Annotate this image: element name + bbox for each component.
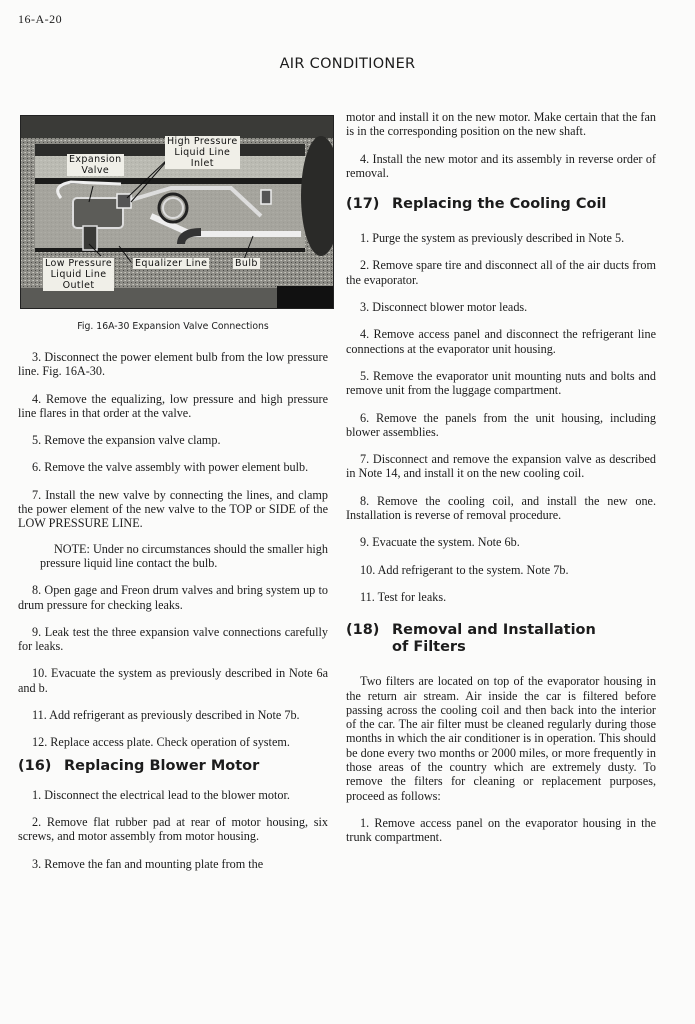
label-bulb: Bulb <box>235 258 258 269</box>
step-paragraph: 2. Remove flat rubber pad at rear of motor housing, six screws, and motor assembly from motor housing. <box>18 814 328 844</box>
continued-paragraph: motor and install it on the new motor. Make certain that the fan is in the corresponding position on the new shaft. <box>346 110 656 139</box>
step-paragraph: 1. Purge the system as previously described in Note 5. <box>360 231 625 246</box>
step-paragraph: 9. Evacuate the system. Note 6b. <box>360 535 520 550</box>
step-paragraph: 6. Remove the valve assembly with power element bulb. <box>32 460 309 475</box>
step-paragraph: 3. Disconnect the power element bulb from the low pressure line. Fig. 16A-30. <box>18 350 328 379</box>
step-paragraph: 11. Add refrigerant as previously described in Note 7b. <box>32 708 300 723</box>
section-heading-18 <box>346 622 656 656</box>
section-heading-16 <box>18 758 328 775</box>
section-title: Removal and Installation of Filters <box>392 622 596 656</box>
page-number: 16-A-20 <box>18 12 63 26</box>
step-paragraph: 7. Install the new valve by connecting the lines, and clamp the power element of the new valve to the TOP or SIDE of the LOW PRESSURE LINE. <box>18 487 328 531</box>
step-paragraph: 8. Open gage and Freon drum valves and bring system up to drum pressure for checking leaks. <box>18 583 328 612</box>
step-paragraph: 4. Remove the equalizing, low pressure and high pressure line flares in that order at the valve. <box>18 391 328 420</box>
step-paragraph: 5. Remove the evaporator unit mounting nuts and bolts and remove unit from the luggage compartment. <box>346 368 656 398</box>
expansion-valve-photo <box>20 115 334 309</box>
step-paragraph: 1. Remove access panel on the evaporator housing in the trunk compartment. <box>346 815 656 845</box>
step-paragraph: 9. Leak test the three expansion valve connections carefully for leaks. <box>18 624 328 654</box>
section-title: Replacing Blower Motor <box>64 757 260 774</box>
step-paragraph: 11. Test for leaks. <box>360 589 447 604</box>
step-paragraph: 7. Disconnect and remove the expansion valve as described in Note 14, and install it on the new cooling coil. <box>346 452 656 481</box>
label-equalizer-line: Equalizer Line <box>135 258 208 269</box>
step-paragraph: 1. Disconnect the electrical lead to the blower motor. <box>32 787 290 802</box>
left-column <box>18 110 328 871</box>
step-paragraph: 12. Replace access plate. Check operation of system. <box>32 735 290 750</box>
section-number: (17) <box>346 196 380 213</box>
section-number: (18) <box>346 622 380 639</box>
step-paragraph: 4. Remove access panel and disconnect the refrigerant line connections at the evaporator unit housing. <box>346 327 656 356</box>
step-paragraph: 10. Evacuate the system as previously described in Note 6a and b. <box>18 666 328 695</box>
step-paragraph: 3. Remove the fan and mounting plate from the <box>32 856 264 871</box>
label-low-pressure-outlet: Low Pressure Liquid Line Outlet <box>45 258 113 291</box>
section-title: Replacing the Cooling Coil <box>392 196 607 213</box>
step-paragraph: 4. Install the new motor and its assembly in reverse order of removal. <box>346 151 656 180</box>
right-column <box>346 110 656 845</box>
section-heading-17 <box>346 196 656 213</box>
label-expansion-valve: Expansion Valve <box>69 154 122 176</box>
step-paragraph: 3. Disconnect blower motor leads. <box>360 300 528 315</box>
step-paragraph: 8. Remove the cooling coil, and install the new one. Installation is reverse of removal procedure. <box>346 493 656 523</box>
note-paragraph: NOTE: Under no circumstances should the smaller high pressure liquid line contact the bulb. <box>40 541 328 570</box>
section-number: (16) <box>18 757 52 774</box>
figure-caption: Fig. 16A-30 Expansion Valve Connections <box>77 321 269 332</box>
intro-paragraph: Two filters are located on top of the evaporator housing in the return air stream. Air inside the car is filtered before passing across the cooling coil and then back into the interior of the car. The air filter must be cleaned regularly during those months in which the air conditioner is in operation. This should be done every two months or 2000 miles, or more frequently in those areas of the country which are extremely dusty. To remove the filters for cleaning or replacement purposes, proceed as follows: <box>346 674 656 803</box>
step-paragraph: 6. Remove the panels from the unit housing, including blower assemblies. <box>346 410 656 439</box>
step-paragraph: 2. Remove spare tire and disconnect all of the air ducts from the evaporator. <box>346 258 656 287</box>
step-paragraph: 10. Add refrigerant to the system. Note 7b. <box>360 562 569 577</box>
page-title: AIR CONDITIONER <box>279 56 416 72</box>
step-paragraph: 5. Remove the expansion valve clamp. <box>32 433 221 448</box>
label-high-pressure-inlet: High Pressure Liquid Line Inlet <box>167 136 238 169</box>
